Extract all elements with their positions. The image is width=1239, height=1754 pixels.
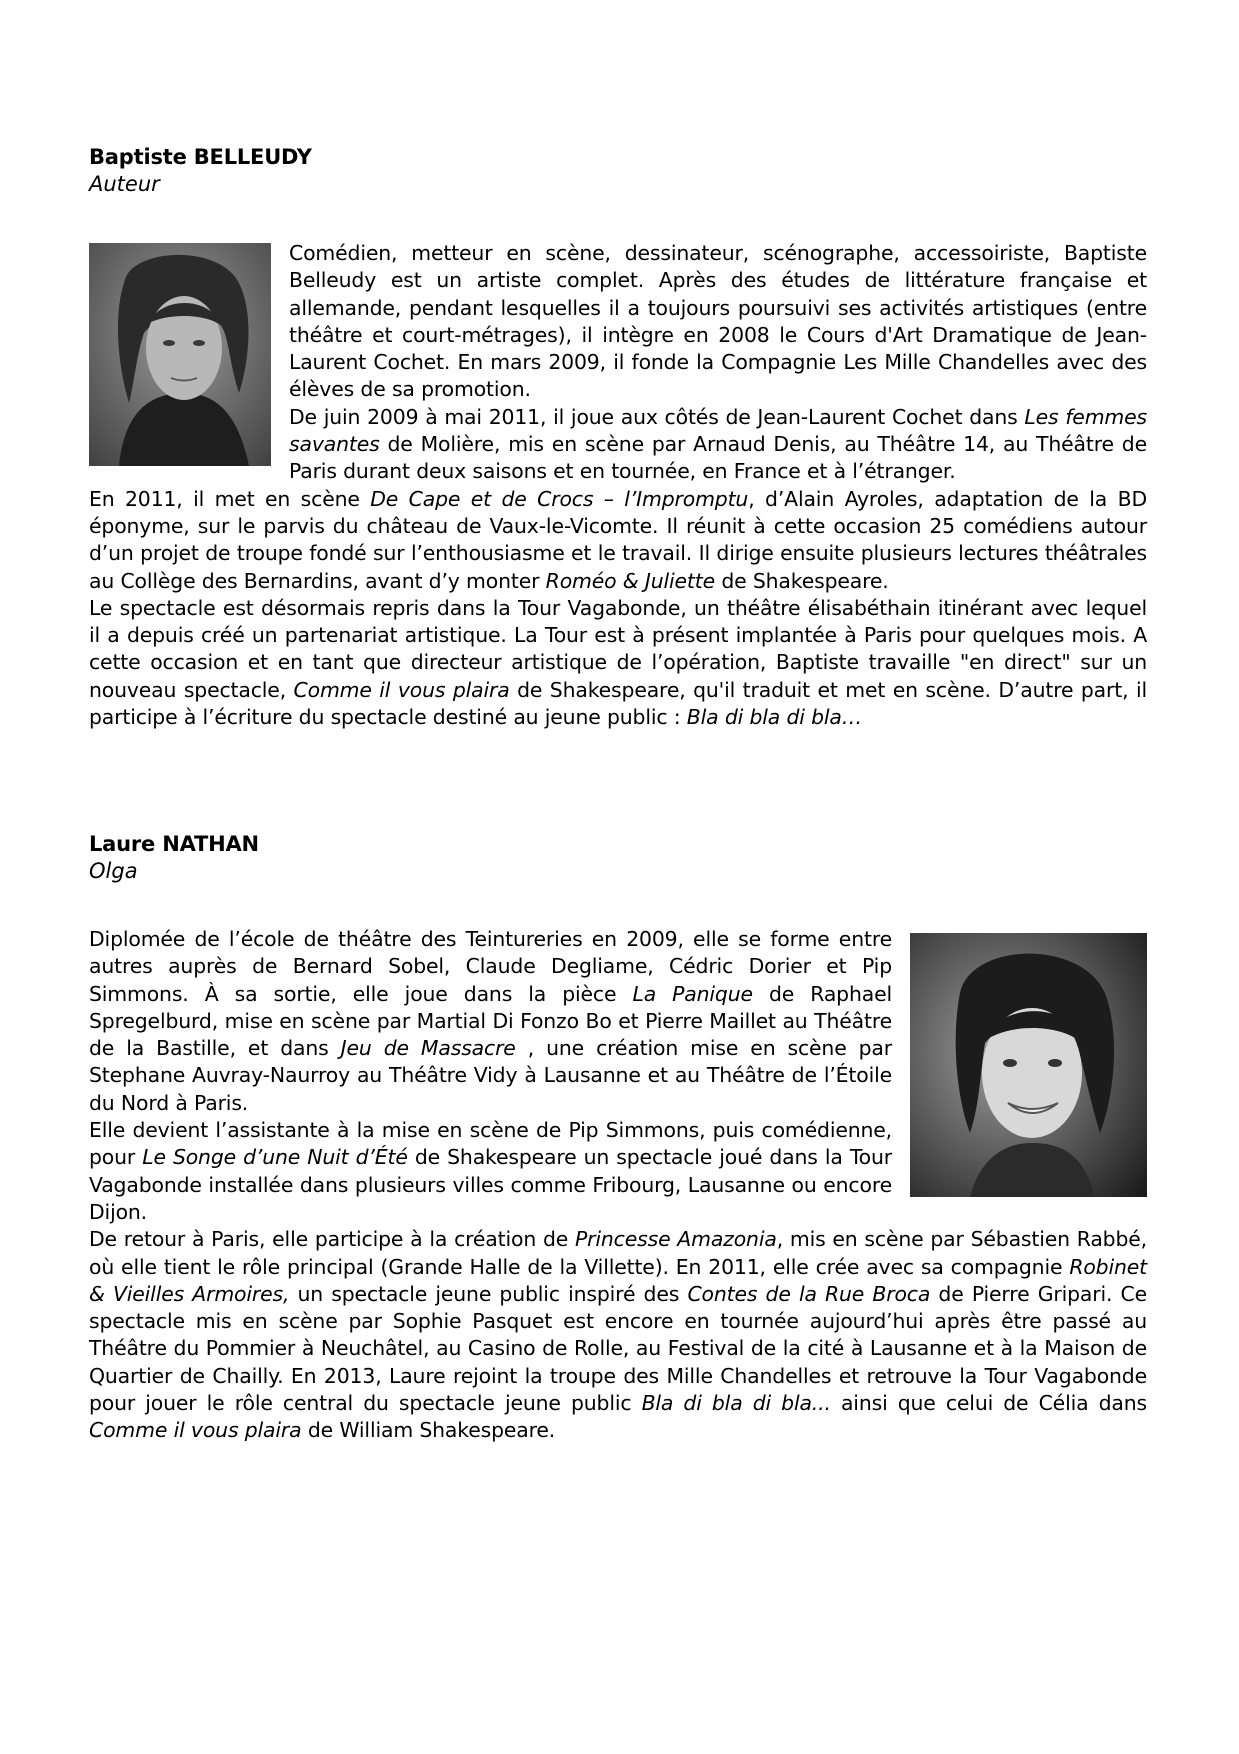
person-role: Auteur bbox=[89, 172, 160, 196]
bio-paragraph: De retour à Paris, elle participe à la création de Princesse Amazonia, mis en scène par Sébastien Rabbé, où elle tient le rôle principal (Grande Halle de la Villette). En 2011, elle crée avec sa compagnie Robinet & Vieilles Armoires, un spectacle jeune public inspiré des Contes de la Rue Broca de Pierre Gripari. Ce spectacle mis en scène par Sophie Pasquet est encore en tournée aujourd’hui après être passé au Théâtre du Pommier à Neuchâtel, au Casino de Rolle, au Festival de la cité à Lausanne et à la Maison de Quartier de Chailly. En 2013, Laure rejoint la troupe des Mille Chandelles et retrouve la Tour Vagabonde pour jouer le rôle central du spectacle jeune public Bla di bla di bla... ainsi que celui de Célia dans Comme il vous plaira de William Shakespeare. bbox=[89, 1227, 1148, 1443]
person-name: Baptiste BELLEUDY bbox=[89, 145, 312, 169]
bio-section-nathan bbox=[89, 831, 1147, 1445]
bio-paragraph: De juin 2009 à mai 2011, il joue aux côtés de Jean-Laurent Cochet dans Les femmes savantes de Molière, mis en scène par Arnaud Denis, au Théâtre 14, au Théâtre de Paris durant deux saisons et en tournée, en France et à l’étranger. bbox=[289, 404, 1147, 484]
person-role: Olga bbox=[89, 859, 138, 883]
portrait-photo bbox=[89, 243, 271, 466]
bio-section-belleudy bbox=[89, 144, 1147, 731]
person-name: Laure NATHAN bbox=[89, 832, 259, 856]
bio-paragraph: Diplomée de l’école de théâtre des Teintureries en 2009, elle se forme entre autres auprès de Bernard Sobel, Claude Degliame, Cédric Dorier et Pip Simmons. À sa sortie, elle joue dans la pièce La Panique de Raphael Spregelburd, mise en scène par Martial Di Fonzo Bo et Pierre Maillet au Théâtre de la Bastille, et dans Jeu de Massacre , une création mise en scène par Stephane Auvray-Naurroy au Théâtre Vidy à Lausanne et au Théâtre de l’Étoile du Nord à Paris. bbox=[89, 927, 893, 1115]
bio-text bbox=[89, 926, 1147, 1445]
portrait-photo bbox=[910, 933, 1147, 1197]
bio-text bbox=[89, 240, 1147, 731]
bio-paragraph: Elle devient l’assistante à la mise en scène de Pip Simmons, puis comédienne, pour Le Songe d’une Nuit d’Été de Shakespeare un spectacle joué dans la Tour Vagabonde installée dans plusieurs villes comme Fribourg, Lausanne ou encore Dijon. bbox=[89, 1118, 893, 1224]
bio-paragraph: Le spectacle est désormais repris dans la Tour Vagabonde, un théâtre élisabéthain itinérant avec lequel il a depuis créé un partenariat artistique. La Tour est à présent implantée à Paris pour quelques mois. A cette occasion et en tant que directeur artistique de l’opération, Baptiste travaille "en direct" sur un nouveau spectacle, Comme il vous plaira de Shakespeare, qu'il traduit et met en scène. D’autre part, il participe à l’écriture du spectacle destiné au jeune public : Bla di bla di bla… bbox=[89, 595, 1147, 730]
bio-paragraph: Comédien, metteur en scène, dessinateur, scénographe, accessoiriste, Baptiste Belleudy est un artiste complet. Après des études de littérature française et allemande, pendant lesquelles il a toujours poursuivi ses activités artistiques (entre théâtre et court-métrages), il intègre en 2008 le Cours d'Art Dramatique de Jean-Laurent Cochet. En mars 2009, il fonde la Compagnie Les Mille Chandelles avec des élèves de sa promotion. bbox=[289, 241, 1147, 402]
bio-paragraph: En 2011, il met en scène De Cape et de Crocs – l’Impromptu, d’Alain Ayroles, adaptation de la BD éponyme, sur le parvis du château de Vaux-le-Vicomte. Il réunit à cette occasion 25 comédiens autour d’un projet de troupe fondé sur l’enthousiasme et le travail. Il dirige ensuite plusieurs lectures théâtrales au Collège des Bernardins, avant d’y monter Roméo & Juliette de Shakespeare. bbox=[89, 486, 1147, 593]
